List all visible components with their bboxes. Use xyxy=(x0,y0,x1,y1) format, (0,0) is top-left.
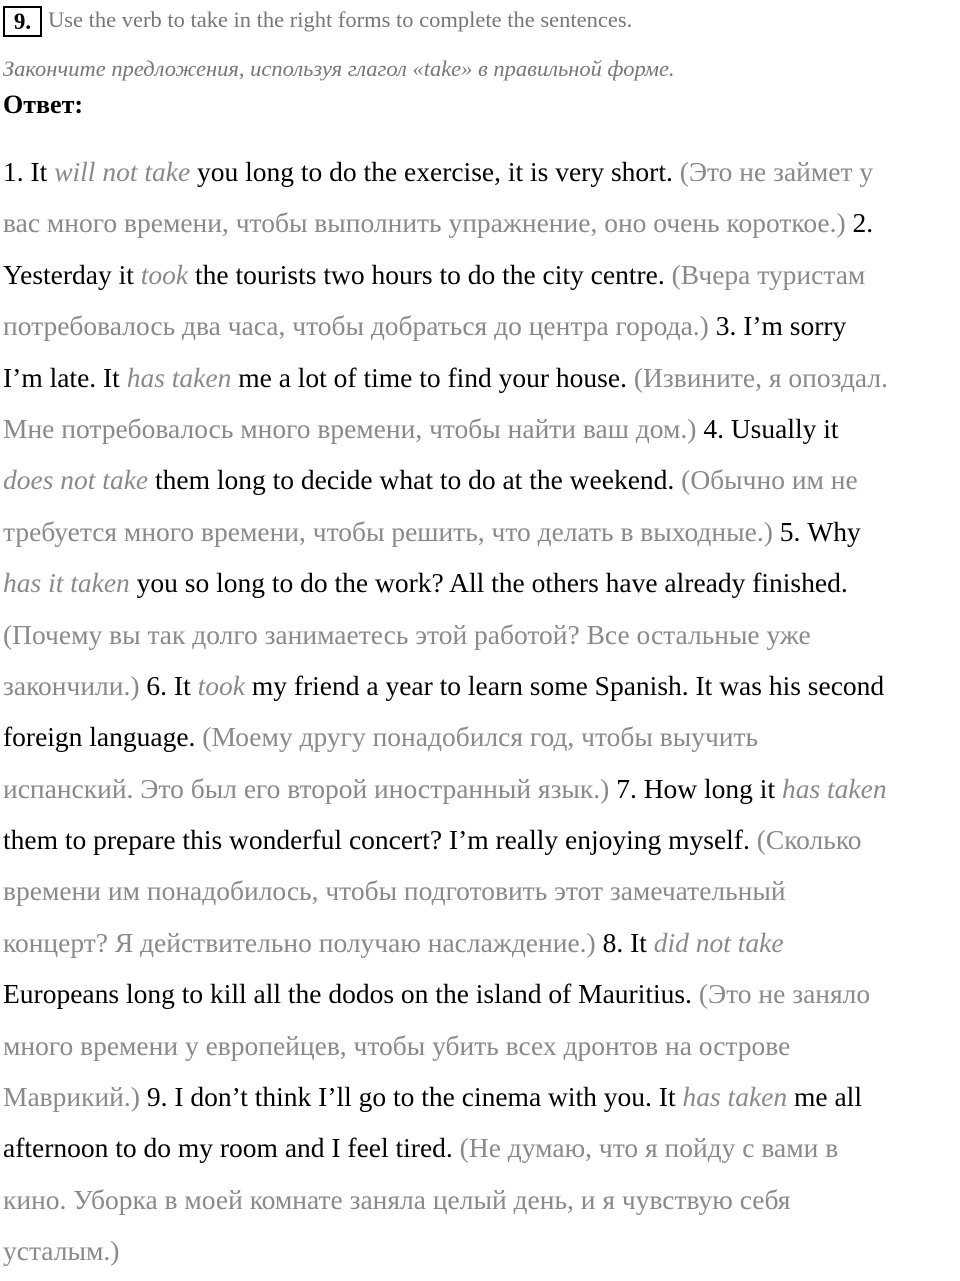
verb-form: took xyxy=(197,669,245,701)
translation-text: испанский. Это был его второй иностранный язык.) xyxy=(3,772,610,804)
translation-text: концерт? Я действительно получаю наслаждение.) xyxy=(3,926,596,958)
answer-text xyxy=(3,150,960,1281)
translation-text: (Почему вы так долго занимаетесь этой работой? Все остальные уже xyxy=(3,618,811,650)
sentence-text: 4. Usually it xyxy=(696,412,839,444)
sentence-text: 6. It xyxy=(139,669,198,701)
answer-line xyxy=(3,304,960,355)
verb-form: took xyxy=(140,258,189,290)
answer-line xyxy=(3,510,960,561)
verb-form: has taken xyxy=(781,772,887,804)
sentence-text: afternoon to do my room and I feel tired. xyxy=(3,1132,460,1164)
sentence-text: you so long to do the work? All the others have already finished. xyxy=(129,567,848,599)
task-number: 9. xyxy=(3,6,42,37)
answer-label: Ответ: xyxy=(3,90,84,119)
translation-text: времени им понадобилось, чтобы подготовить этот замечательный xyxy=(3,875,786,907)
sentence-text: 1. It xyxy=(3,156,55,187)
answer-line xyxy=(3,1024,960,1075)
sentence-text: I’m late. It xyxy=(3,361,127,393)
verb-form: has it taken xyxy=(3,567,130,599)
answer-line xyxy=(3,150,960,201)
translation-text: (Это не заняло xyxy=(698,978,871,1010)
sentence-text: 9. I don’t think I’ll go to the cinema with you. It xyxy=(139,1081,683,1113)
verb-form: did not take xyxy=(653,926,784,958)
sentence-text: the tourists two hours to do the city centre. xyxy=(188,258,672,290)
verb-form: has taken xyxy=(126,361,232,393)
answer-line xyxy=(3,1126,960,1177)
translation-text: Мне потребовалось много времени, чтобы найти ваш дом.) xyxy=(3,412,697,444)
translation-text: много времени у европейцев, чтобы убить всех дронтов на острове xyxy=(3,1029,791,1061)
translation-text: (Это не займет у xyxy=(679,156,874,187)
sentence-text: 3. I’m sorry xyxy=(708,310,847,342)
answer-line xyxy=(3,1178,960,1229)
translation-text: (Моему другу понадобился год, чтобы выучить xyxy=(202,721,759,753)
sentence-text: you long to do the exercise, it is very short. xyxy=(190,156,680,187)
translation-text: закончили.) xyxy=(3,669,140,701)
translation-text: (Обычно им не xyxy=(681,464,858,496)
verb-form: has taken xyxy=(682,1081,788,1113)
answer-line xyxy=(3,921,960,972)
translation-text: вас много времени, чтобы выполнить упражнение, оно очень короткое.) xyxy=(3,207,846,239)
sentence-text: them long to decide what to do at the weekend. xyxy=(148,464,682,496)
translation-text: (Извините, я опоздал. xyxy=(633,361,888,393)
translation-text: (Вчера туристам xyxy=(671,258,866,290)
sentence-text: my friend a year to learn some Spanish. It was his second xyxy=(244,669,885,701)
answer-line xyxy=(3,407,960,458)
answer-line xyxy=(3,818,960,869)
translation-text: усталым.) xyxy=(3,1235,120,1267)
answer-line xyxy=(3,561,960,612)
answer-line xyxy=(3,613,960,664)
sentence-text: 8. It xyxy=(595,926,654,958)
answer-line xyxy=(3,356,960,407)
task-instruction-ru: Закончите предложения, используя глагол «take» в правильной форме. xyxy=(3,56,675,81)
sentence-text: them to prepare this wonderful concert? I’m really enjoying myself. xyxy=(3,824,757,856)
sentence-text: Europeans long to kill all the dodos on the island of Mauritius. xyxy=(3,978,699,1010)
sentence-text: foreign language. xyxy=(3,721,203,753)
answer-line xyxy=(3,664,960,715)
answer-line xyxy=(3,458,960,509)
answer-line xyxy=(3,201,960,252)
answer-line xyxy=(3,869,960,920)
sentence-text: Yesterday it xyxy=(3,258,141,290)
sentence-text: me a lot of time to find your house. xyxy=(231,361,634,393)
answer-line xyxy=(3,715,960,766)
task-instruction-en: Use the verb to take in the right forms to complete the sentences. xyxy=(48,7,633,32)
answer-line xyxy=(3,1229,960,1280)
sentence-text: 7. How long it xyxy=(609,772,782,804)
verb-form: does not take xyxy=(3,464,149,496)
task-header xyxy=(3,4,953,36)
translation-text: требуется много времени, чтобы решить, что делать в выходные.) xyxy=(3,515,773,547)
sentence-text: me all xyxy=(787,1081,862,1113)
translation-text: (Не думаю, что я пойду с вами в xyxy=(459,1132,839,1164)
translation-text: Маврикий.) xyxy=(3,1081,140,1113)
translation-text: потребовалось два часа, чтобы добраться до центра города.) xyxy=(3,310,709,342)
translation-text: (Сколько xyxy=(756,824,862,856)
verb-form: will not take xyxy=(54,156,191,187)
answer-line xyxy=(3,253,960,304)
answer-line xyxy=(3,972,960,1023)
answer-line xyxy=(3,767,960,818)
sentence-text: 2. xyxy=(845,207,874,239)
translation-text: кино. Уборка в моей комнате заняла целый день, и я чувствую себя xyxy=(3,1183,791,1215)
answer-line xyxy=(3,1075,960,1126)
sentence-text: 5. Why xyxy=(772,515,861,547)
